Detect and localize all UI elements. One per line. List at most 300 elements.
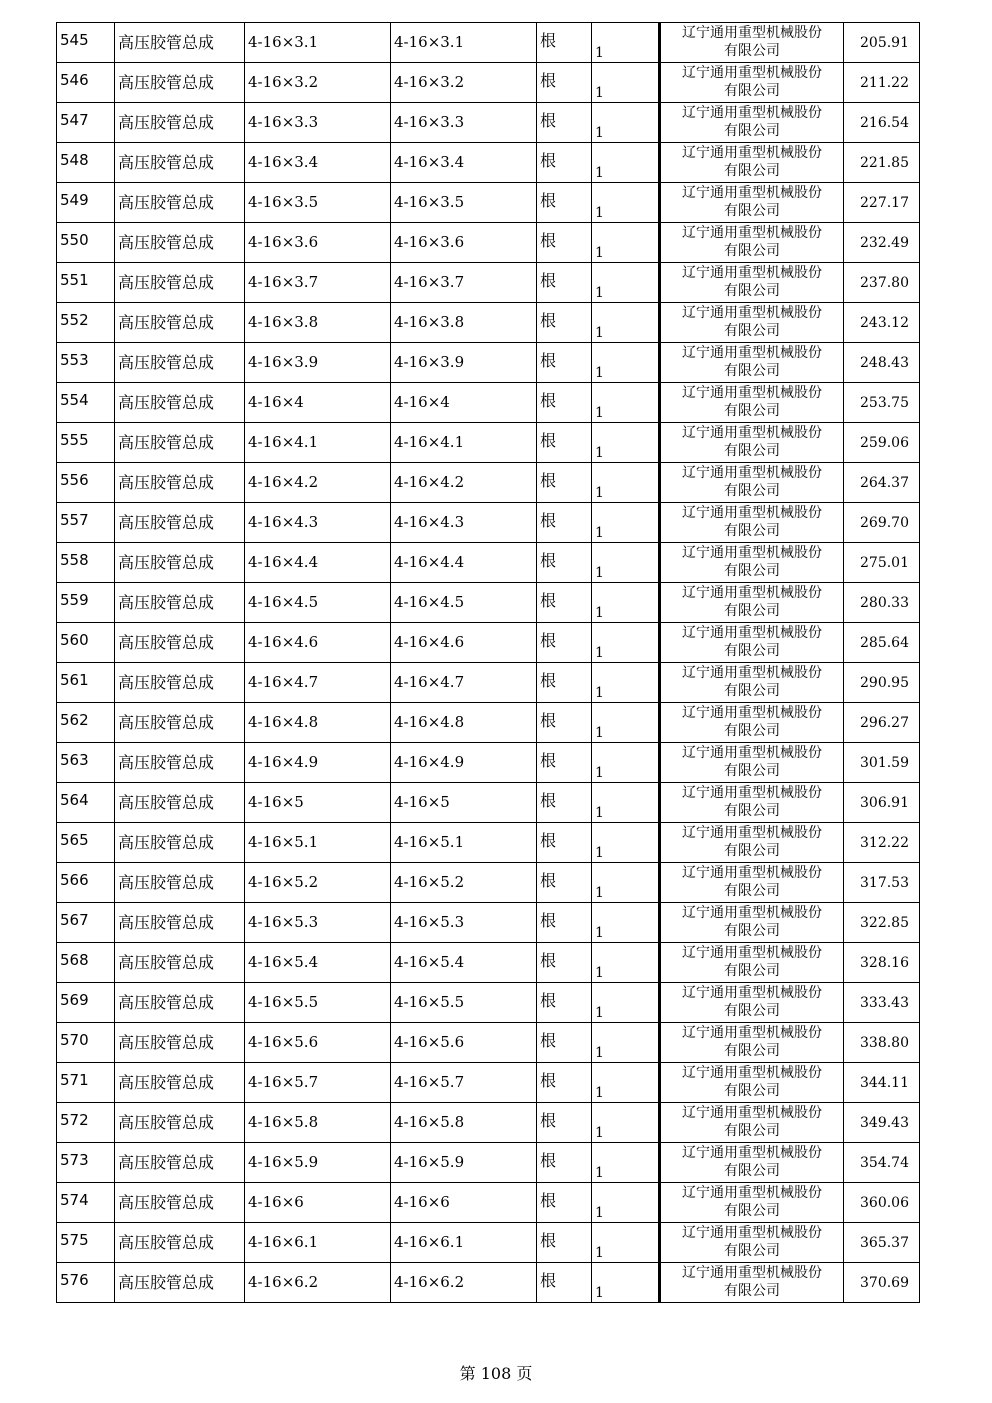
manufacturer-line-2: 有限公司: [724, 1242, 780, 1259]
manufacturer-line-2: 有限公司: [724, 722, 780, 739]
table-row: [57, 863, 920, 903]
item-price: 227.17: [844, 183, 920, 223]
manufacturer-line-1: 辽宁通用重型机械股份: [682, 185, 822, 201]
item-model: 4-16×3.6: [391, 223, 537, 263]
item-name: 高压胶管总成: [115, 943, 245, 983]
item-number: 566: [57, 863, 115, 903]
item-manufacturer: [660, 823, 844, 863]
item-model: 4-16×6.2: [391, 1263, 537, 1303]
item-spec: 4-16×3.5: [245, 183, 391, 223]
manufacturer-line-2: 有限公司: [724, 122, 780, 139]
table-row: [57, 263, 920, 303]
item-number: 576: [57, 1263, 115, 1303]
item-number: 553: [57, 343, 115, 383]
manufacturer-line-1: 辽宁通用重型机械股份: [682, 745, 822, 761]
item-unit: 根: [537, 263, 592, 303]
item-quantity: 1: [592, 583, 660, 623]
table-row: [57, 503, 920, 543]
item-quantity: 1: [592, 943, 660, 983]
item-model: 4-16×6: [391, 1183, 537, 1223]
item-unit: 根: [537, 1023, 592, 1063]
manufacturer-line-2: 有限公司: [724, 442, 780, 459]
item-quantity: 1: [592, 1023, 660, 1063]
item-name: 高压胶管总成: [115, 1063, 245, 1103]
item-manufacturer: [660, 383, 844, 423]
item-price: 328.16: [844, 943, 920, 983]
item-manufacturer: [660, 463, 844, 503]
item-model: 4-16×3.5: [391, 183, 537, 223]
item-quantity: 1: [592, 63, 660, 103]
item-spec: 4-16×4.1: [245, 423, 391, 463]
item-price: 370.69: [844, 1263, 920, 1303]
item-manufacturer: [660, 543, 844, 583]
item-quantity: 1: [592, 783, 660, 823]
item-model: 4-16×3.8: [391, 303, 537, 343]
item-number: 552: [57, 303, 115, 343]
item-price: 269.70: [844, 503, 920, 543]
table-row: [57, 183, 920, 223]
item-name: 高压胶管总成: [115, 1143, 245, 1183]
item-manufacturer: [660, 1223, 844, 1263]
table-row: [57, 63, 920, 103]
item-name: 高压胶管总成: [115, 703, 245, 743]
item-price: 221.85: [844, 143, 920, 183]
item-name: 高压胶管总成: [115, 503, 245, 543]
item-name: 高压胶管总成: [115, 1103, 245, 1143]
item-unit: 根: [537, 1103, 592, 1143]
table-row: [57, 983, 920, 1023]
item-unit: 根: [537, 1223, 592, 1263]
item-unit: 根: [537, 1263, 592, 1303]
item-number: 573: [57, 1143, 115, 1183]
item-spec: 4-16×4.3: [245, 503, 391, 543]
manufacturer-line-2: 有限公司: [724, 1282, 780, 1299]
item-price: 306.91: [844, 783, 920, 823]
item-spec: 4-16×4.6: [245, 623, 391, 663]
item-price: 275.01: [844, 543, 920, 583]
item-spec: 4-16×5.5: [245, 983, 391, 1023]
item-price: 360.06: [844, 1183, 920, 1223]
manufacturer-line-1: 辽宁通用重型机械股份: [682, 1065, 822, 1081]
item-unit: 根: [537, 543, 592, 583]
item-number: 554: [57, 383, 115, 423]
item-unit: 根: [537, 23, 592, 63]
item-spec: 4-16×3.2: [245, 63, 391, 103]
item-manufacturer: [660, 423, 844, 463]
item-quantity: 1: [592, 303, 660, 343]
table-row: [57, 1063, 920, 1103]
item-quantity: 1: [592, 423, 660, 463]
item-spec: 4-16×4: [245, 383, 391, 423]
manufacturer-line-1: 辽宁通用重型机械股份: [682, 1105, 822, 1121]
item-name: 高压胶管总成: [115, 383, 245, 423]
item-quantity: 1: [592, 383, 660, 423]
manufacturer-line-1: 辽宁通用重型机械股份: [682, 585, 822, 601]
table-row: [57, 1143, 920, 1183]
item-number: 575: [57, 1223, 115, 1263]
manufacturer-line-1: 辽宁通用重型机械股份: [682, 865, 822, 881]
item-price: 333.43: [844, 983, 920, 1023]
item-unit: 根: [537, 1063, 592, 1103]
manufacturer-line-2: 有限公司: [724, 562, 780, 579]
table-row: [57, 1263, 920, 1303]
item-manufacturer: [660, 1143, 844, 1183]
item-number: 571: [57, 1063, 115, 1103]
item-manufacturer: [660, 983, 844, 1023]
table-row: [57, 543, 920, 583]
item-manufacturer: [660, 583, 844, 623]
item-price: 232.49: [844, 223, 920, 263]
item-price: 237.80: [844, 263, 920, 303]
item-quantity: 1: [592, 183, 660, 223]
item-price: 365.37: [844, 1223, 920, 1263]
table-row: [57, 223, 920, 263]
item-model: 4-16×5.5: [391, 983, 537, 1023]
item-price: 216.54: [844, 103, 920, 143]
item-spec: 4-16×3.7: [245, 263, 391, 303]
item-number: 557: [57, 503, 115, 543]
item-number: 546: [57, 63, 115, 103]
item-model: 4-16×3.2: [391, 63, 537, 103]
item-number: 556: [57, 463, 115, 503]
item-model: 4-16×4.9: [391, 743, 537, 783]
manufacturer-line-1: 辽宁通用重型机械股份: [682, 945, 822, 961]
item-model: 4-16×4.1: [391, 423, 537, 463]
item-spec: 4-16×5.9: [245, 1143, 391, 1183]
item-name: 高压胶管总成: [115, 183, 245, 223]
item-number: 563: [57, 743, 115, 783]
item-number: 558: [57, 543, 115, 583]
item-manufacturer: [660, 663, 844, 703]
item-spec: 4-16×4.9: [245, 743, 391, 783]
item-model: 4-16×4: [391, 383, 537, 423]
table-row: [57, 103, 920, 143]
item-quantity: 1: [592, 903, 660, 943]
item-model: 4-16×5.7: [391, 1063, 537, 1103]
item-spec: 4-16×3.1: [245, 23, 391, 63]
table-row: [57, 1183, 920, 1223]
item-quantity: 1: [592, 1223, 660, 1263]
table-row: [57, 783, 920, 823]
item-model: 4-16×3.4: [391, 143, 537, 183]
item-price: 354.74: [844, 1143, 920, 1183]
item-quantity: 1: [592, 743, 660, 783]
item-unit: 根: [537, 983, 592, 1023]
item-quantity: 1: [592, 463, 660, 503]
item-model: 4-16×6.1: [391, 1223, 537, 1263]
item-unit: 根: [537, 343, 592, 383]
item-unit: 根: [537, 943, 592, 983]
item-name: 高压胶管总成: [115, 423, 245, 463]
item-model: 4-16×3.7: [391, 263, 537, 303]
item-name: 高压胶管总成: [115, 143, 245, 183]
table-row: [57, 343, 920, 383]
item-name: 高压胶管总成: [115, 103, 245, 143]
item-spec: 4-16×4.5: [245, 583, 391, 623]
manufacturer-line-1: 辽宁通用重型机械股份: [682, 225, 822, 241]
item-name: 高压胶管总成: [115, 543, 245, 583]
item-price: 243.12: [844, 303, 920, 343]
item-spec: 4-16×4.7: [245, 663, 391, 703]
item-unit: 根: [537, 183, 592, 223]
item-price: 259.06: [844, 423, 920, 463]
item-manufacturer: [660, 303, 844, 343]
item-quantity: 1: [592, 983, 660, 1023]
table-row: [57, 943, 920, 983]
item-unit: 根: [537, 863, 592, 903]
item-name: 高压胶管总成: [115, 743, 245, 783]
item-spec: 4-16×3.9: [245, 343, 391, 383]
table-row: [57, 1023, 920, 1063]
item-number: 562: [57, 703, 115, 743]
item-unit: 根: [537, 783, 592, 823]
manufacturer-line-2: 有限公司: [724, 42, 780, 59]
item-number: 549: [57, 183, 115, 223]
item-model: 4-16×4.5: [391, 583, 537, 623]
table-row: [57, 23, 920, 63]
item-manufacturer: [660, 623, 844, 663]
item-quantity: 1: [592, 1063, 660, 1103]
item-spec: 4-16×5.4: [245, 943, 391, 983]
item-name: 高压胶管总成: [115, 863, 245, 903]
manufacturer-line-2: 有限公司: [724, 402, 780, 419]
manufacturer-line-2: 有限公司: [724, 482, 780, 499]
item-number: 550: [57, 223, 115, 263]
item-name: 高压胶管总成: [115, 823, 245, 863]
manufacturer-line-1: 辽宁通用重型机械股份: [682, 545, 822, 561]
item-name: 高压胶管总成: [115, 903, 245, 943]
item-manufacturer: [660, 783, 844, 823]
item-name: 高压胶管总成: [115, 343, 245, 383]
item-name: 高压胶管总成: [115, 1263, 245, 1303]
manufacturer-line-1: 辽宁通用重型机械股份: [682, 785, 822, 801]
manufacturer-line-1: 辽宁通用重型机械股份: [682, 1145, 822, 1161]
item-quantity: 1: [592, 143, 660, 183]
item-manufacturer: [660, 1063, 844, 1103]
item-manufacturer: [660, 1023, 844, 1063]
table-row: [57, 423, 920, 463]
item-unit: 根: [537, 823, 592, 863]
table-row: [57, 743, 920, 783]
item-spec: 4-16×6: [245, 1183, 391, 1223]
manufacturer-line-1: 辽宁通用重型机械股份: [682, 65, 822, 81]
item-name: 高压胶管总成: [115, 1023, 245, 1063]
manufacturer-line-1: 辽宁通用重型机械股份: [682, 505, 822, 521]
item-model: 4-16×5.1: [391, 823, 537, 863]
manufacturer-line-2: 有限公司: [724, 202, 780, 219]
manufacturer-line-2: 有限公司: [724, 162, 780, 179]
item-price: 248.43: [844, 343, 920, 383]
manufacturer-line-1: 辽宁通用重型机械股份: [682, 705, 822, 721]
price-table: [56, 22, 920, 1303]
item-spec: 4-16×3.3: [245, 103, 391, 143]
manufacturer-line-1: 辽宁通用重型机械股份: [682, 385, 822, 401]
manufacturer-line-2: 有限公司: [724, 962, 780, 979]
item-name: 高压胶管总成: [115, 463, 245, 503]
manufacturer-line-1: 辽宁通用重型机械股份: [682, 1025, 822, 1041]
item-spec: 4-16×5.6: [245, 1023, 391, 1063]
item-price: 301.59: [844, 743, 920, 783]
item-price: 264.37: [844, 463, 920, 503]
item-spec: 4-16×3.6: [245, 223, 391, 263]
item-number: 570: [57, 1023, 115, 1063]
item-spec: 4-16×5.7: [245, 1063, 391, 1103]
manufacturer-line-1: 辽宁通用重型机械股份: [682, 145, 822, 161]
item-manufacturer: [660, 743, 844, 783]
item-quantity: 1: [592, 863, 660, 903]
item-name: 高压胶管总成: [115, 223, 245, 263]
manufacturer-line-2: 有限公司: [724, 1162, 780, 1179]
item-model: 4-16×5.3: [391, 903, 537, 943]
manufacturer-line-2: 有限公司: [724, 242, 780, 259]
manufacturer-line-1: 辽宁通用重型机械股份: [682, 625, 822, 641]
manufacturer-line-1: 辽宁通用重型机械股份: [682, 305, 822, 321]
item-spec: 4-16×4.8: [245, 703, 391, 743]
item-manufacturer: [660, 1183, 844, 1223]
item-number: 555: [57, 423, 115, 463]
item-quantity: 1: [592, 343, 660, 383]
item-unit: 根: [537, 623, 592, 663]
manufacturer-line-1: 辽宁通用重型机械股份: [682, 1225, 822, 1241]
table-row: [57, 1223, 920, 1263]
item-quantity: 1: [592, 703, 660, 743]
manufacturer-line-2: 有限公司: [724, 282, 780, 299]
manufacturer-line-1: 辽宁通用重型机械股份: [682, 985, 822, 1001]
item-price: 296.27: [844, 703, 920, 743]
item-quantity: 1: [592, 503, 660, 543]
item-quantity: 1: [592, 103, 660, 143]
manufacturer-line-1: 辽宁通用重型机械股份: [682, 465, 822, 481]
item-number: 565: [57, 823, 115, 863]
item-name: 高压胶管总成: [115, 63, 245, 103]
item-model: 4-16×5.2: [391, 863, 537, 903]
item-manufacturer: [660, 703, 844, 743]
manufacturer-line-2: 有限公司: [724, 842, 780, 859]
manufacturer-line-2: 有限公司: [724, 522, 780, 539]
item-number: 568: [57, 943, 115, 983]
table-row: [57, 1103, 920, 1143]
table-row: [57, 823, 920, 863]
manufacturer-line-1: 辽宁通用重型机械股份: [682, 905, 822, 921]
manufacturer-line-1: 辽宁通用重型机械股份: [682, 345, 822, 361]
item-price: 205.91: [844, 23, 920, 63]
item-spec: 4-16×4.2: [245, 463, 391, 503]
manufacturer-line-2: 有限公司: [724, 642, 780, 659]
item-manufacturer: [660, 503, 844, 543]
item-model: 4-16×3.9: [391, 343, 537, 383]
manufacturer-line-2: 有限公司: [724, 682, 780, 699]
item-spec: 4-16×5: [245, 783, 391, 823]
item-unit: 根: [537, 663, 592, 703]
item-unit: 根: [537, 1143, 592, 1183]
item-unit: 根: [537, 703, 592, 743]
item-price: 317.53: [844, 863, 920, 903]
item-number: 574: [57, 1183, 115, 1223]
item-quantity: 1: [592, 623, 660, 663]
item-model: 4-16×5: [391, 783, 537, 823]
item-model: 4-16×5.8: [391, 1103, 537, 1143]
item-manufacturer: [660, 903, 844, 943]
item-name: 高压胶管总成: [115, 583, 245, 623]
item-spec: 4-16×4.4: [245, 543, 391, 583]
item-manufacturer: [660, 943, 844, 983]
item-name: 高压胶管总成: [115, 263, 245, 303]
item-quantity: 1: [592, 1143, 660, 1183]
manufacturer-line-2: 有限公司: [724, 1202, 780, 1219]
page-number: 第 108 页: [459, 1364, 533, 1383]
item-number: 572: [57, 1103, 115, 1143]
item-name: 高压胶管总成: [115, 663, 245, 703]
manufacturer-line-1: 辽宁通用重型机械股份: [682, 425, 822, 441]
item-unit: 根: [537, 223, 592, 263]
item-unit: 根: [537, 503, 592, 543]
item-spec: 4-16×3.8: [245, 303, 391, 343]
manufacturer-line-1: 辽宁通用重型机械股份: [682, 1185, 822, 1201]
manufacturer-line-2: 有限公司: [724, 602, 780, 619]
item-model: 4-16×5.4: [391, 943, 537, 983]
item-model: 4-16×5.9: [391, 1143, 537, 1183]
manufacturer-line-1: 辽宁通用重型机械股份: [682, 825, 822, 841]
manufacturer-line-1: 辽宁通用重型机械股份: [682, 665, 822, 681]
item-manufacturer: [660, 863, 844, 903]
table-row: [57, 303, 920, 343]
item-unit: 根: [537, 423, 592, 463]
item-manufacturer: [660, 63, 844, 103]
item-price: 338.80: [844, 1023, 920, 1063]
item-quantity: 1: [592, 1103, 660, 1143]
table-row: [57, 583, 920, 623]
item-price: 290.95: [844, 663, 920, 703]
table-row: [57, 663, 920, 703]
item-model: 4-16×3.3: [391, 103, 537, 143]
item-quantity: 1: [592, 263, 660, 303]
item-number: 564: [57, 783, 115, 823]
item-spec: 4-16×5.1: [245, 823, 391, 863]
manufacturer-line-2: 有限公司: [724, 922, 780, 939]
item-quantity: 1: [592, 1263, 660, 1303]
item-quantity: 1: [592, 823, 660, 863]
item-model: 4-16×4.4: [391, 543, 537, 583]
manufacturer-line-2: 有限公司: [724, 1002, 780, 1019]
item-name: 高压胶管总成: [115, 623, 245, 663]
manufacturer-line-2: 有限公司: [724, 82, 780, 99]
item-model: 4-16×3.1: [391, 23, 537, 63]
item-model: 4-16×4.7: [391, 663, 537, 703]
manufacturer-line-1: 辽宁通用重型机械股份: [682, 25, 822, 41]
manufacturer-line-1: 辽宁通用重型机械股份: [682, 265, 822, 281]
item-price: 280.33: [844, 583, 920, 623]
manufacturer-line-1: 辽宁通用重型机械股份: [682, 1265, 822, 1281]
item-number: 548: [57, 143, 115, 183]
item-name: 高压胶管总成: [115, 23, 245, 63]
item-number: 560: [57, 623, 115, 663]
item-manufacturer: [660, 143, 844, 183]
item-spec: 4-16×5.3: [245, 903, 391, 943]
item-unit: 根: [537, 303, 592, 343]
item-number: 545: [57, 23, 115, 63]
table-row: [57, 703, 920, 743]
item-number: 551: [57, 263, 115, 303]
item-unit: 根: [537, 143, 592, 183]
item-manufacturer: [660, 103, 844, 143]
item-number: 547: [57, 103, 115, 143]
item-model: 4-16×4.6: [391, 623, 537, 663]
item-price: 312.22: [844, 823, 920, 863]
item-price: 285.64: [844, 623, 920, 663]
manufacturer-line-2: 有限公司: [724, 1122, 780, 1139]
item-quantity: 1: [592, 223, 660, 263]
item-model: 4-16×5.6: [391, 1023, 537, 1063]
